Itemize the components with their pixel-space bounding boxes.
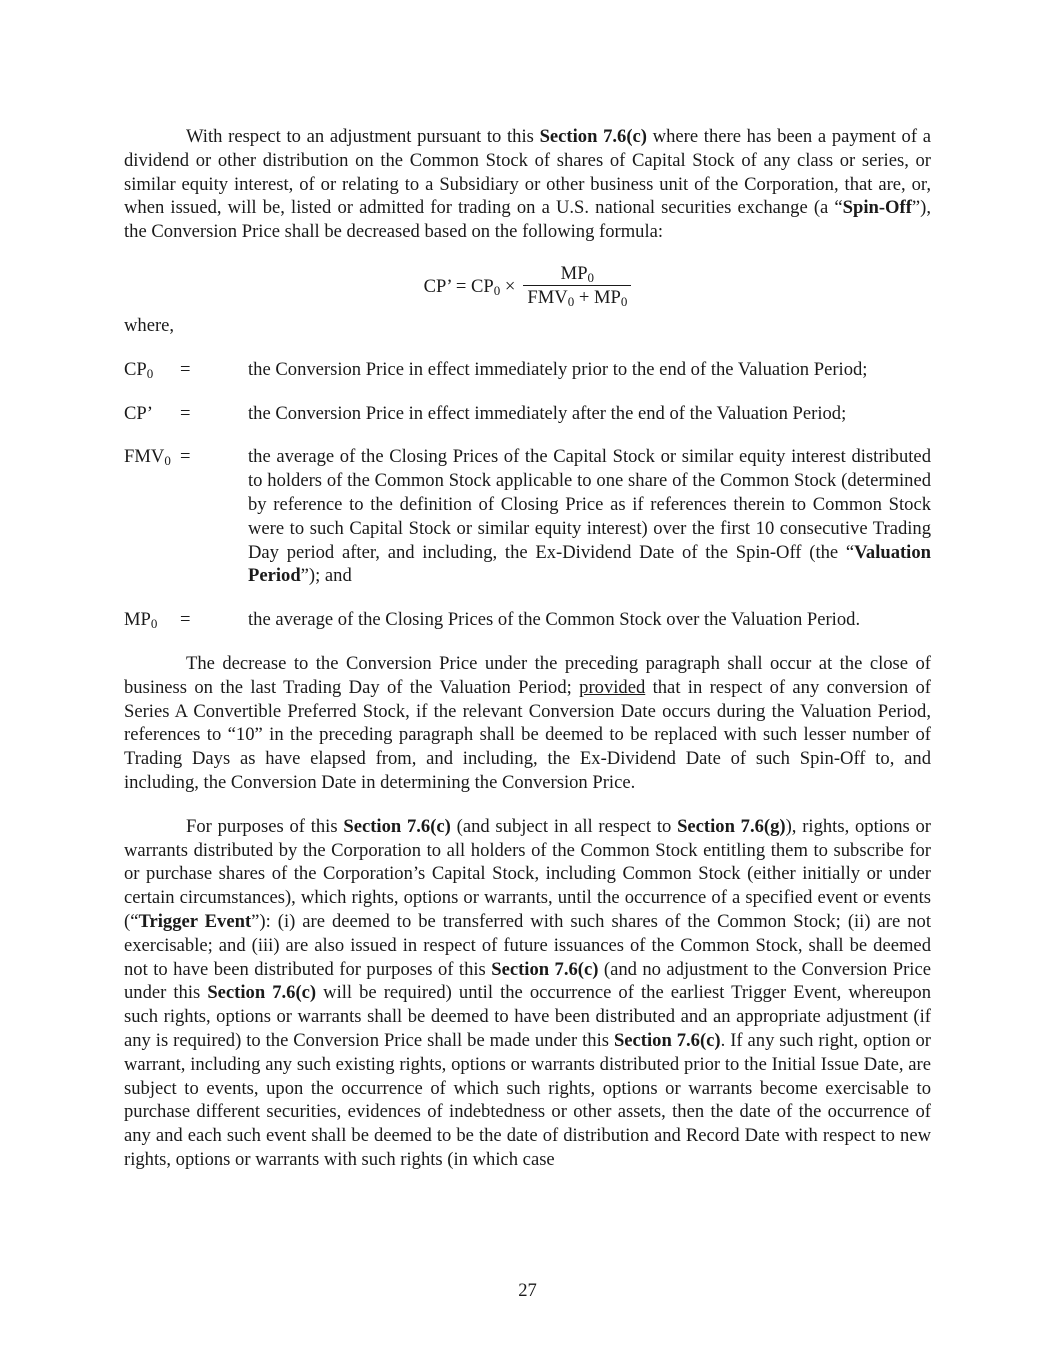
paragraph-rights-options-warrants xyxy=(124,815,931,1172)
paragraph-spin-off-intro xyxy=(124,125,931,244)
definition-term xyxy=(124,608,180,632)
defined-term: Valuation Period xyxy=(248,541,931,587)
definition-cp-prime xyxy=(124,402,931,426)
text-run: will be required) until the occurrence of the earliest Trigger Event, whereupon such rights, options or warrants shall be deemed to have been distributed and an appropriate adjustment (if any is required) to the Conversion Price shall be made under this xyxy=(124,982,931,1051)
formula-text: + MP xyxy=(574,287,621,309)
term-text: CP xyxy=(124,358,147,380)
paragraph-decrease-timing xyxy=(124,652,931,795)
text-run: ), rights, options or warrants distributed by the Corporation to all holders of the Common Stock entitling them to subscribe for or purchase shares of the Corporation’s Capital Stock, including Common Stock (either initially or under certain circumstances), which rights, options or warrants, until the occurrence of a specified event or events (“ xyxy=(124,815,931,932)
formula-text: MP xyxy=(560,263,588,285)
term-text: MP xyxy=(124,609,151,631)
section-reference: Section 7.6(c) xyxy=(491,958,599,980)
subscript: 0 xyxy=(493,283,501,299)
section-reference: Section 7.6(c) xyxy=(539,126,647,147)
formula-operator: × xyxy=(500,276,516,298)
term-text: FMV xyxy=(124,446,165,468)
subscript: 0 xyxy=(164,453,171,469)
definition-text: the Conversion Price in effect immediately after the end of the Valuation Period; xyxy=(248,402,847,424)
underlined-term: provided xyxy=(579,676,646,698)
formula-text: FMV xyxy=(527,287,568,309)
equals-sign: = xyxy=(180,358,191,380)
text-run: (and subject in all respect to xyxy=(450,815,678,837)
equals-sign: = xyxy=(180,446,191,468)
subscript: 0 xyxy=(567,294,575,310)
page-number: 27 xyxy=(518,1280,537,1301)
text-run: . If any such right, option or warrant, including any such existing rights, options or warrants distributed prior to the Initial Issue Date, are subject to events, upon the occurrence of which such rights, options or warrants become exercisable to purchase different securities, evidences of indebtedness or other assets, then the date of the occurrence of any and each such event shall be deemed to be the date of distribution and Record Date with respect to new rights, options or warrants with such rights (in which case xyxy=(124,1029,931,1170)
text-run: ”): (i) are deemed to be transferred with such shares of the Common Stock; (ii) are not exercisable; and (iii) are also issued in respect of future issuances of the Common Stock, shall be deemed not to have been distributed for purposes of this xyxy=(124,910,931,980)
section-reference: Section 7.6(c) xyxy=(207,982,317,1004)
formula-lhs xyxy=(424,275,516,299)
subscript: 0 xyxy=(620,294,628,310)
defined-term: Spin-Off xyxy=(842,197,912,219)
equals-sign: = xyxy=(180,402,191,424)
definition-term xyxy=(124,402,180,426)
definition-fmv0 xyxy=(124,445,931,588)
conversion-price-formula xyxy=(124,260,931,314)
definition-text: the Conversion Price in effect immediately prior to the end of the Valuation Period; xyxy=(248,358,868,380)
definition-text: the average of the Closing Prices of the Common Stock over the Valuation Period. xyxy=(248,609,861,631)
fraction-denominator xyxy=(523,285,631,310)
text-run: For purposes of this xyxy=(186,815,344,837)
definition-term xyxy=(124,445,180,588)
section-reference: Section 7.6(c) xyxy=(343,815,451,837)
section-reference: Section 7.6(g) xyxy=(677,815,786,837)
where-label: where, xyxy=(124,314,175,336)
subscript: 0 xyxy=(150,616,158,632)
text-run: that in respect of any conversion of Series A Convertible Preferred Stock, if the relevant Conversion Date occurs during the Valuation Period, references to “10” in the preceding paragraph shall be deemed to be replaced with such lesser number of Trading Days as have elapsed from, and including, the Ex-Dividend Date of such Spin-Off to, and including, the Conversion Date in determining the Conversion Price. xyxy=(124,676,931,793)
formula-fraction xyxy=(523,263,631,310)
document-page xyxy=(124,125,931,1172)
definition-term xyxy=(124,358,180,382)
text-run: ”), the Conversion Price shall be decreased based on the following formula: xyxy=(124,197,931,243)
equals-sign: = xyxy=(180,609,191,631)
fraction-numerator xyxy=(557,263,598,285)
definition-cp0 xyxy=(124,358,931,382)
text-run: With respect to an adjustment pursuant to this xyxy=(186,126,540,147)
formula-text: CP’ = CP xyxy=(423,276,494,298)
definition-mp0 xyxy=(124,608,931,632)
subscript: 0 xyxy=(587,270,595,286)
text-run: ”); and xyxy=(300,565,352,587)
text-run: (and no adjustment to the Conversion Price under this xyxy=(124,958,931,1004)
text-run: where there has been a payment of a dividend or other distribution on the Common Stock of shares of Capital Stock of any class or series, or similar equity interest, of or relating to a Subsidiary or other business unit of the Corporation, that are, or, when issued, will be, listed or admitted for trading on a U.S. national securities exchange (a “ xyxy=(124,126,931,219)
defined-term: Trigger Event xyxy=(138,910,252,932)
section-reference: Section 7.6(c) xyxy=(613,1029,721,1051)
text-run: The decrease to the Conversion Price under the preceding paragraph shall occur at the close of business on the last Trading Day of the Valuation Period; xyxy=(124,652,931,698)
definition-text xyxy=(248,445,931,588)
subscript: 0 xyxy=(146,365,154,381)
term-text: CP’ xyxy=(124,402,153,424)
text-run: the average of the Closing Prices of the Capital Stock or similar equity interest distributed to holders of the Common Stock applicable to one share of the Common Stock (determined by reference to the definition of Closing Price as if references therein to Common Stock were to such Capital Stock or similar equity interest) over the first 10 consecutive Trading Day period after, and including, the Ex-Dividend Date of the Spin-Off (the “ xyxy=(248,446,931,563)
